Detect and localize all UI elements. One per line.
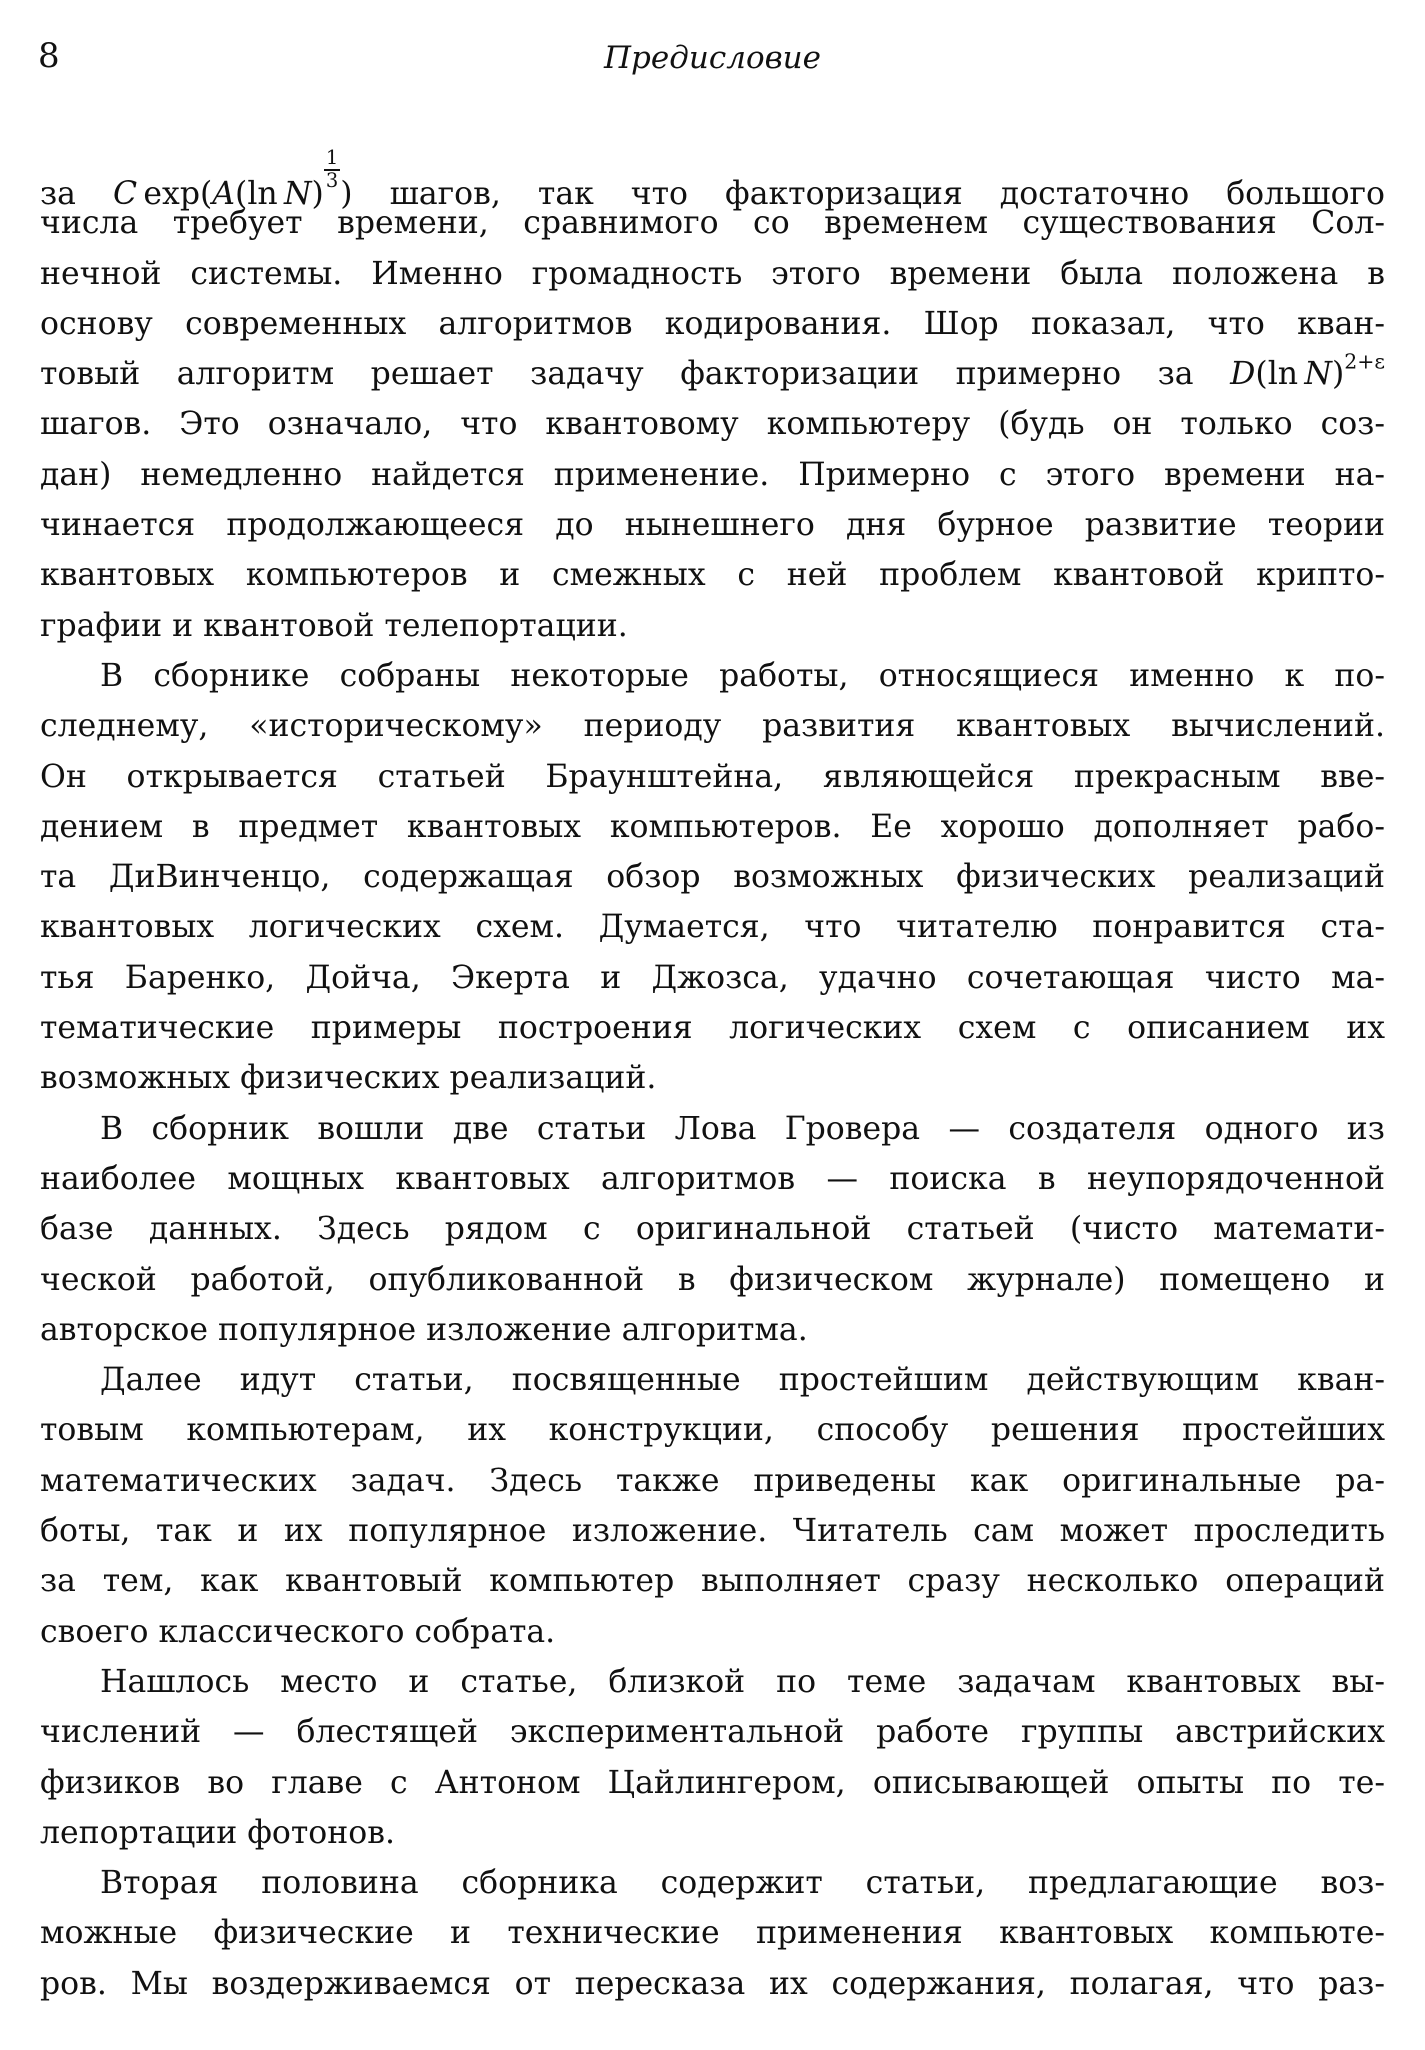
text-line: следнему, «историческому» периоду развития квантовых вычислений. bbox=[40, 708, 1385, 745]
text-line: товый алгоритм решает задачу факторизации примерно за D(ln N)$^{2+\varepsilon}$ bbox=[40, 349, 1386, 393]
text-line: своего классического собрата. bbox=[40, 1613, 556, 1650]
text-line: тематические примеры построения логических схем с описанием их bbox=[40, 1010, 1385, 1047]
text-line: лепортации фотонов. bbox=[40, 1814, 395, 1851]
text-line: основу современных алгоритмов кодирования. Шор показал, что кван- bbox=[40, 305, 1385, 342]
text-line: можные физические и технические применения квантовых компьюте- bbox=[40, 1915, 1385, 1952]
text-line: чинается продолжающееся до нынешнего дня бурное развитие теории bbox=[40, 507, 1385, 544]
text-line: Далее идут статьи, посвященные простейшим действующим кван- bbox=[100, 1362, 1385, 1399]
paragraph-6 bbox=[40, 1858, 1385, 2009]
page-number: 8 bbox=[38, 36, 60, 76]
text-line: Нашлось место и статье, близкой по теме задачам квантовых вы- bbox=[100, 1663, 1385, 1700]
text-line: авторское популярное изложение алгоритма. bbox=[40, 1311, 808, 1348]
running-title: Предисловие bbox=[604, 40, 821, 76]
text-line: нечной системы. Именно громадность этого времени была положена в bbox=[40, 255, 1385, 292]
text-line: числений — блестящей экспериментальной работе группы австрийских bbox=[40, 1714, 1385, 1751]
paragraph-5 bbox=[40, 1657, 1385, 1858]
text-line: за C exp(A(ln N) $\frac{1}{3}$ ) шагов, так что факторизация достаточно большого bbox=[40, 146, 1386, 213]
text-line: Он открывается статьей Браунштейна, являющейся прекрасным вве- bbox=[40, 758, 1385, 795]
text-line: дением в предмет квантовых компьютеров. Ее хорошо дополняет рабо- bbox=[40, 808, 1385, 845]
text-line: возможных физических реализаций. bbox=[40, 1060, 657, 1097]
text-line: та ДиВинченцо, содержащая обзор возможных физических реализаций bbox=[40, 859, 1385, 896]
text-line: числа требует времени, сравнимого со временем существования Сол- bbox=[40, 205, 1385, 242]
text-line: наиболее мощных квантовых алгоритмов — поиска в неупорядоченной bbox=[40, 1160, 1385, 1197]
text-line: шагов. Это означало, что квантовому компьютеру (будь он только соз- bbox=[40, 406, 1385, 443]
paragraph-3 bbox=[40, 1104, 1385, 1355]
text-line: базе данных. Здесь рядом с оригинальной статьей (чисто математи- bbox=[40, 1211, 1385, 1248]
text-line: квантовых компьютеров и смежных с ней проблем квантовой крипто- bbox=[40, 557, 1385, 594]
text-line: тья Баренко, Дойча, Экерта и Джозса, удачно сочетающая чисто ма- bbox=[40, 959, 1385, 996]
paragraph-1 bbox=[40, 148, 1385, 651]
text-line: математических задач. Здесь также приведены как оригинальные ра- bbox=[40, 1462, 1385, 1499]
text-line: Вторая половина сборника содержит статьи, предлагающие воз- bbox=[100, 1865, 1385, 1902]
text-line: В сборник вошли две статьи Лова Гровера — создателя одного из bbox=[100, 1110, 1385, 1147]
text-line: боты, так и их популярное изложение. Читатель сам может проследить bbox=[40, 1513, 1385, 1550]
text-line: физиков во главе с Антоном Цайлингером, описывающей опыты по те- bbox=[40, 1764, 1385, 1801]
paragraph-4 bbox=[40, 1355, 1385, 1657]
text-line: графии и квантовой телепортации. bbox=[40, 607, 628, 644]
text-line: товым компьютерам, их конструкции, способу решения простейших bbox=[40, 1412, 1385, 1449]
paragraph-2 bbox=[40, 651, 1385, 1104]
body-text bbox=[40, 148, 1385, 2009]
text-line: В сборнике собраны некоторые работы, относящиеся именно к по- bbox=[100, 657, 1385, 694]
formula-shor: D(ln N)$^{2+\varepsilon}$ bbox=[1230, 349, 1386, 393]
text-line: ческой работой, опубликованной в физическом журнале) помещено и bbox=[40, 1261, 1385, 1298]
text-line: дан) немедленно найдется применение. Примерно с этого времени на- bbox=[40, 456, 1385, 493]
text-line: за тем, как квантовый компьютер выполняет сразу несколько операций bbox=[40, 1563, 1385, 1600]
fraction-exponent: $\frac{1}{3}$ bbox=[325, 146, 339, 192]
text-line: ров. Мы воздерживаемся от пересказа их содержания, полагая, что раз- bbox=[40, 1965, 1385, 2002]
formula-complexity: C exp(A(ln N) $\frac{1}{3}$ ) bbox=[113, 146, 353, 213]
text-line: квантовых логических схем. Думается, что читателю понравится ста- bbox=[40, 909, 1385, 946]
